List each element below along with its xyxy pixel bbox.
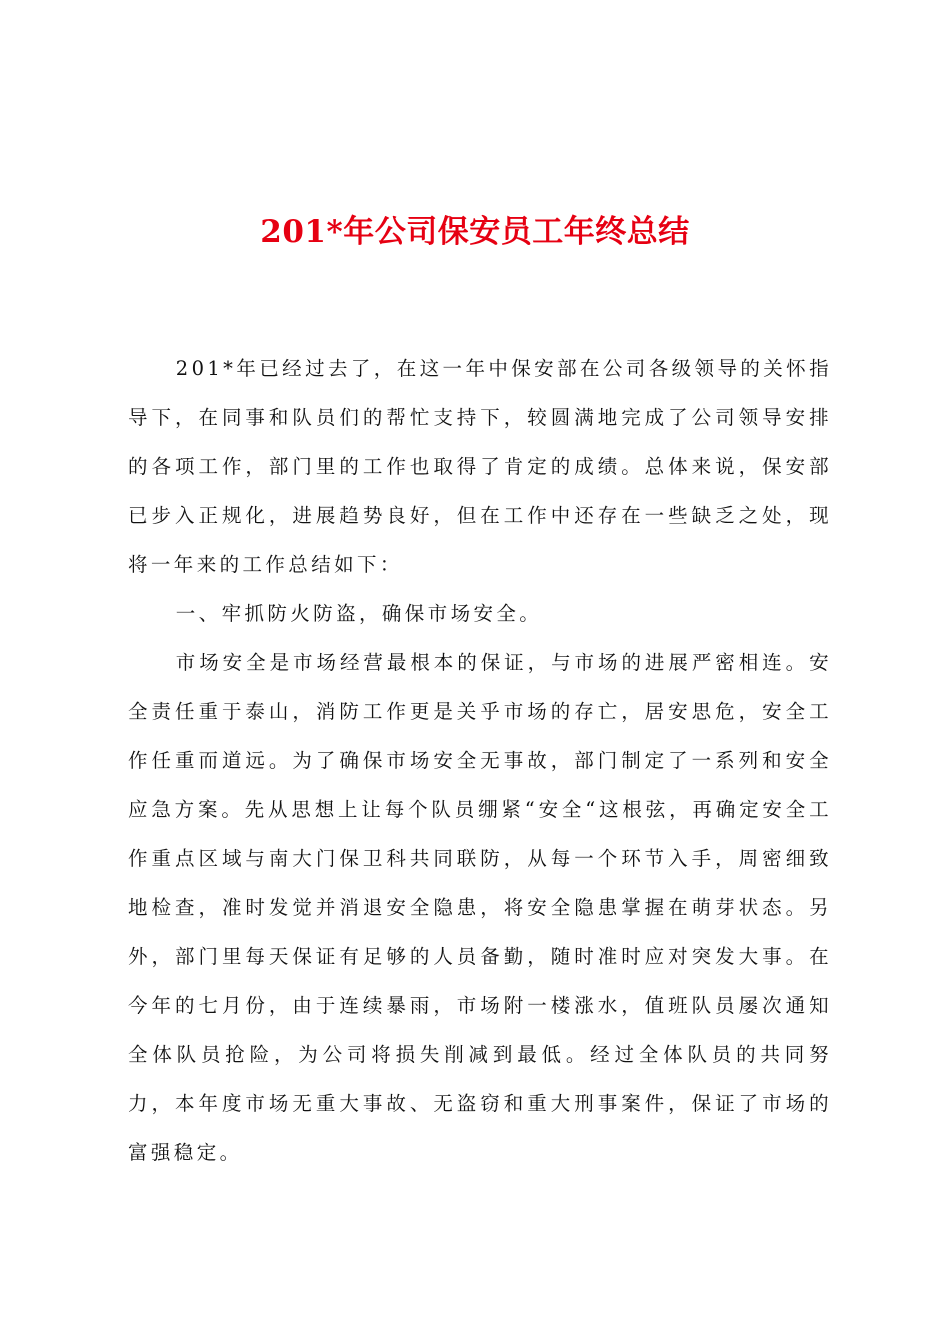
- paragraph-intro: 201*年已经过去了，在这一年中保安部在公司各级领导的关怀指导下，在同事和队员们的帮忙支持下，较圆满地完成了公司领导安排的各项工作，部门里的工作也取得了肯定的成绩。总体来说，保安部已步入正规化，进展趋势良好，但在工作中还存在一些缺乏之处，现将一年来的工作总结如下：: [128, 357, 832, 576]
- paragraph-section-1: 市场安全是市场经营最根本的保证，与市场的进展严密相连。安全责任重于泰山，消防工作更是关乎市场的存亡，居安思危，安全工作任重而道远。为了确保市场安全无事故，部门制定了一系列和安全应急方案。先从思想上让每个队员绷紧“安全“这根弦，再确定安全工作重点区域与南大门保卫科共同联防，从每一个环节入手，周密细致地检查，准时发觉并消退安全隐患，将安全隐患掌握在萌芽状态。另外，部门里每天保证有足够的人员备勤，随时准时应对突发大事。在今年的七月份，由于连续暴雨，市场附一楼涨水，值班队员屡次通知全体队员抢险，为公司将损失削减到最低。经过全体队员的共同努力，本年度市场无重大事故、无盗窃和重大刑事案件，保证了市场的富强稳定。: [128, 651, 832, 1164]
- section-heading-1: 一、牢抓防火防盗，确保市场安全。: [175, 602, 543, 625]
- document-title: 201*年公司保安员工年终总结: [260, 214, 690, 250]
- document-body: [128, 344, 832, 1177]
